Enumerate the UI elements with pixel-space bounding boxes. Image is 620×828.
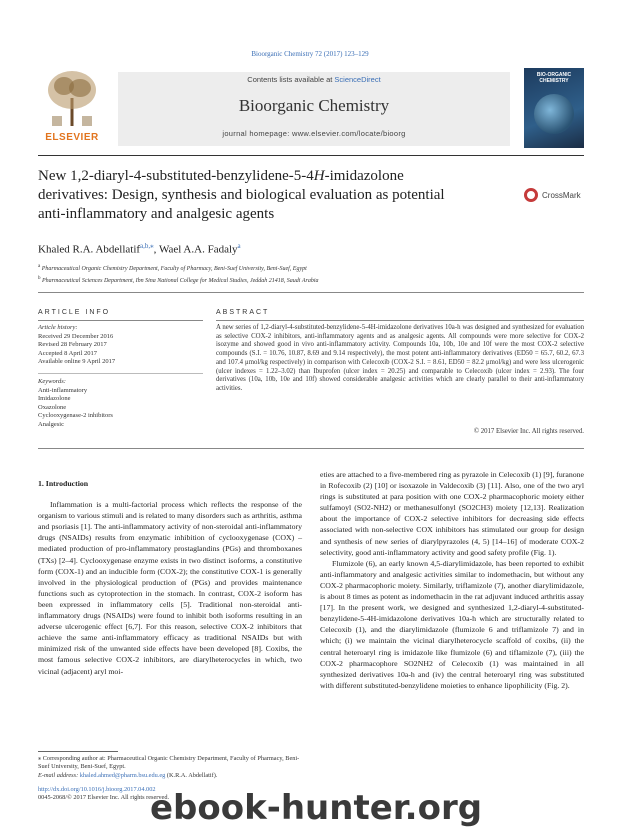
- title-italic-h: H: [313, 168, 325, 184]
- affil-a-text: Pharmaceutical Organic Chemistry Department, Faculty of Pharmacy, Beni-Suef University, Beni-Suef, Egypt: [41, 266, 307, 272]
- author-separator: ,: [153, 243, 157, 256]
- section-heading-introduction: 1. Introduction: [38, 479, 89, 488]
- journal-cover[interactable]: [524, 68, 584, 148]
- crossmark-badge[interactable]: [524, 186, 584, 206]
- masthead-banner: [118, 72, 510, 146]
- running-header[interactable]: Bioorganic Chemistry 72 (2017) 123–129: [251, 50, 369, 58]
- abstract-bottom-rule: [38, 448, 584, 449]
- author-2[interactable]: Wael A.A. Fadaly: [158, 243, 238, 256]
- keyword[interactable]: Anti-inflammatory: [38, 386, 88, 394]
- keyword[interactable]: Imidazolone: [38, 395, 71, 403]
- history-item: Available online 9 April 2017: [38, 358, 116, 366]
- doi-link[interactable]: http://dx.doi.org/10.1016/j.bioorg.2017.04.002: [38, 786, 156, 793]
- history-label: Article history:: [38, 324, 78, 331]
- copyright: © 2017 Elsevier Inc. All rights reserved.: [473, 428, 584, 435]
- title-line1c: -imidazolone: [324, 168, 404, 184]
- affiliations: [38, 262, 584, 286]
- affiliation-b: [38, 274, 584, 286]
- email-suffix: (K.R.A. Abdellatif).: [166, 771, 218, 779]
- intro-paragraph-continued: eties are attached to a five-membered ring as pyrazole in Celecoxib (1) [9], furanone in Rofecoxib (2) [10] or isoxazole in Valdecoxib (3) [11]. Also, one of the two aryl rings is substituted at para position with one COX-2 pharmacophoric moiety either sulfamoyl (SO2-NH2) or methanesulfonyl (SO2CH3) moiety [12,13]. Realization about the importance of COX-2 selective inhibitors for decreasing side effects associated with non-selective COX inhibitors has stimulated our group for design and synthesis of new series of diarylpyrazoles (4, 5) [14–16] of moderate COX-2 selectivity, good anti-inflammatory activity and good safety profile (Fig. 1).: [320, 470, 584, 557]
- journal-homepage[interactable]: journal homepage: www.elsevier.com/locate/bioorg: [222, 129, 406, 138]
- abstract-text: A new series of 1,2-diaryl-4-substituted-benzylidene-5-4H-imidazolone derivatives 10a-h was designed and synthesized for evaluation as selective COX-2 inhibitors, anti-inflammatory agents and as analgesic agents. All compounds were more selective for COX-2 isozyme and showed good in vivo anti-inflammatory activity. Compounds 10a, 10b, 10e and 10f were the most COX-2 selective compounds (S.I. = 10.76, 10.87, 8.69 and 9.14 respectively), the most potent anti-inflammatory derivatives (ED50 = 65.7, 60.2, 67.3 and 107.4 μmol/kg respectively) in comparison with Celecoxib (COX-2 S.I. = 8.61, ED50 = 82.2 μmol/kg) and were less ulcerogenic (ulcer indexes = 1.22–3.02) than Ibuprofen (ulcer index = 20.25) and comparable to Celecoxib (ulcer index = 2.93). The four derivatives (10a, 10b, 10e and 10f) showed considerable analgesic activities which are clearly parallel to their anti-inflammatory activities.: [216, 324, 584, 392]
- article-title: [38, 167, 508, 224]
- sciencedirect-link[interactable]: ScienceDirect: [334, 75, 381, 84]
- watermark-text: ebook-hunter.org: [150, 788, 483, 828]
- abstract-rule: [216, 320, 584, 321]
- cover-title: BIO-ORGANIC CHEMISTRY: [536, 72, 572, 84]
- history-item: Accepted 8 April 2017: [38, 349, 98, 357]
- author-1[interactable]: Khaled R.A. Abdellatif: [38, 243, 141, 256]
- article-info-heading: ARTICLE INFO: [38, 309, 111, 316]
- title-line1a: New 1,2-diaryl-4-substituted-benzylidene-5-4: [38, 168, 314, 184]
- footnote-rule: [38, 751, 118, 752]
- keywords-rule: [38, 373, 203, 374]
- abstract-heading: ABSTRACT: [216, 309, 270, 316]
- title-line3: anti-inflammatory and analgesic agents: [38, 206, 275, 222]
- journal-title: Bioorganic Chemistry: [238, 96, 390, 115]
- masthead: [38, 68, 584, 152]
- affil-rule: [38, 292, 584, 293]
- cover-art-icon: [534, 94, 574, 134]
- intro-paragraph-2: Flumizole (6), an early known 4,5-diarylimidazole, has been reported to exhibit anti-inflammatory and analgesic activities similar to indomethacin, but without any COX-2 pharmacophoric moiety. Similarly, triflamizole (7), another diarylimidazole, is about 8 times as potent as indomethacin in the rat adjuvant induced arthritis assay [17]. In the present work, we designed and synthesized 1,2-diaryl-4-substituted-benzylidene-5-4H-imidazolone derivatives 10a-h which are structurally related to Celecoxib (1), and the diarylimidazole (flumizole 6 and triflamizole 7) and in which; (i) we maintain the vicinal diarylheterocycle scaffold of coxibs, (ii) the central heteroaryl ring is imidazole like flumizole (6) and tiflamizole (7), (iii) the COX-2 pharmacophore SO2NH2 of Celecoxib (1) was maintained in all synthesized derivatives 10a-h and (iv) the central heteroaryl ring was substituted with different substituted-benzylidene moieties to enhance lipophilicity (Fig. 2).: [320, 558, 584, 690]
- email-line: [38, 772, 302, 780]
- footnote: [38, 755, 302, 780]
- history-item: Revised 28 February 2017: [38, 341, 107, 349]
- corresponding-author-note: ⁎ Corresponding author at: Pharmaceutical Organic Chemistry Department, Faculty of Pharmacy, Beni-Suef University, Beni-Suef, Egypt.: [38, 755, 300, 771]
- email-link[interactable]: khaled.ahmed@pharm.bsu.edu.eg: [79, 771, 166, 779]
- elsevier-wordmark: ELSEVIER: [45, 132, 99, 143]
- article-info: [38, 324, 203, 430]
- affiliation-a: [38, 262, 584, 274]
- email-label: E-mail address:: [38, 771, 79, 779]
- body-left-column: [38, 478, 302, 677]
- title-line2: derivatives: Design, synthesis and biological evaluation as potential: [38, 187, 445, 203]
- body-right-column: [320, 469, 584, 691]
- elsevier-logo[interactable]: [38, 68, 106, 150]
- keyword[interactable]: Oxazolone: [38, 403, 67, 411]
- affil-a-sup: a: [38, 264, 41, 269]
- history-item: Received 29 December 2016: [38, 332, 114, 340]
- issn-line: 0045-2068/© 2017 Elsevier Inc. All rights reserved.: [38, 794, 170, 802]
- author-list: [38, 242, 584, 256]
- crossmark-icon: [524, 188, 538, 202]
- elsevier-tree-icon: [44, 68, 100, 128]
- intro-paragraph-1: Inflammation is a multi-factorial process which reflects the response of the organism to various stimuli and is related to many disorders such as arthritis, asthma and psoriasis [1]. The anti-inflammatory activity of non-steroidal anti-inflammatory drugs (NSAIDs) results from enzymatic inhibition of cyclooxygenase (COX) – mediated production of pro-inflammatory prostaglandins (PGs) and thromboxanes (TXs) [2–4]. Cyclooxygenase enzyme exists in two distinct isoforms, a constitutive form (COX-1) and an inducible form (COX-2); the constitutive COX-1 is generally involved in the physiological production of (PGs) and provides maintenance functions such as cytoprotection in the stomach. In contrast, COX-2 isoform has been expressed in inflammatory cells [5]. Traditional non-steroidal anti-inflammatory drugs (NSAIDs) were found to inhibit both isoforms resulting in an adverse ulcerogenic effect [6,7]. For this reason, selective COX-2 inhibitors that achieve the same anti-inflammatory efficacy as traditional NSAIDs but with minimized risk of the unwanted side effects have been developed [8]. Coxibs, the most famous selective COX-2 inhibitors, are diarylheterocycles in which, two vicinal (adjacent) aryl moi-: [38, 500, 302, 676]
- masthead-rule: [38, 155, 584, 156]
- contents-prefix: Contents lists available at: [247, 75, 333, 84]
- info-rule: [38, 320, 203, 321]
- author-2-affil[interactable]: a: [237, 242, 241, 250]
- affil-b-sup: b: [38, 276, 41, 281]
- affil-b-text: Pharmaceutical Sciences Department, Ibn Sina National College for Medical Studies, Jeddah 21418, Saudi Arabia: [42, 278, 319, 284]
- author-1-affil[interactable]: a,b,⁎: [140, 242, 154, 250]
- keywords-label: Keywords:: [38, 377, 66, 385]
- keyword[interactable]: Analgesic: [38, 420, 64, 428]
- keyword[interactable]: Cyclooxygenase-2 inhibitors: [38, 412, 113, 420]
- contents-line: [118, 75, 510, 84]
- crossmark-label: CrossMark: [542, 191, 581, 200]
